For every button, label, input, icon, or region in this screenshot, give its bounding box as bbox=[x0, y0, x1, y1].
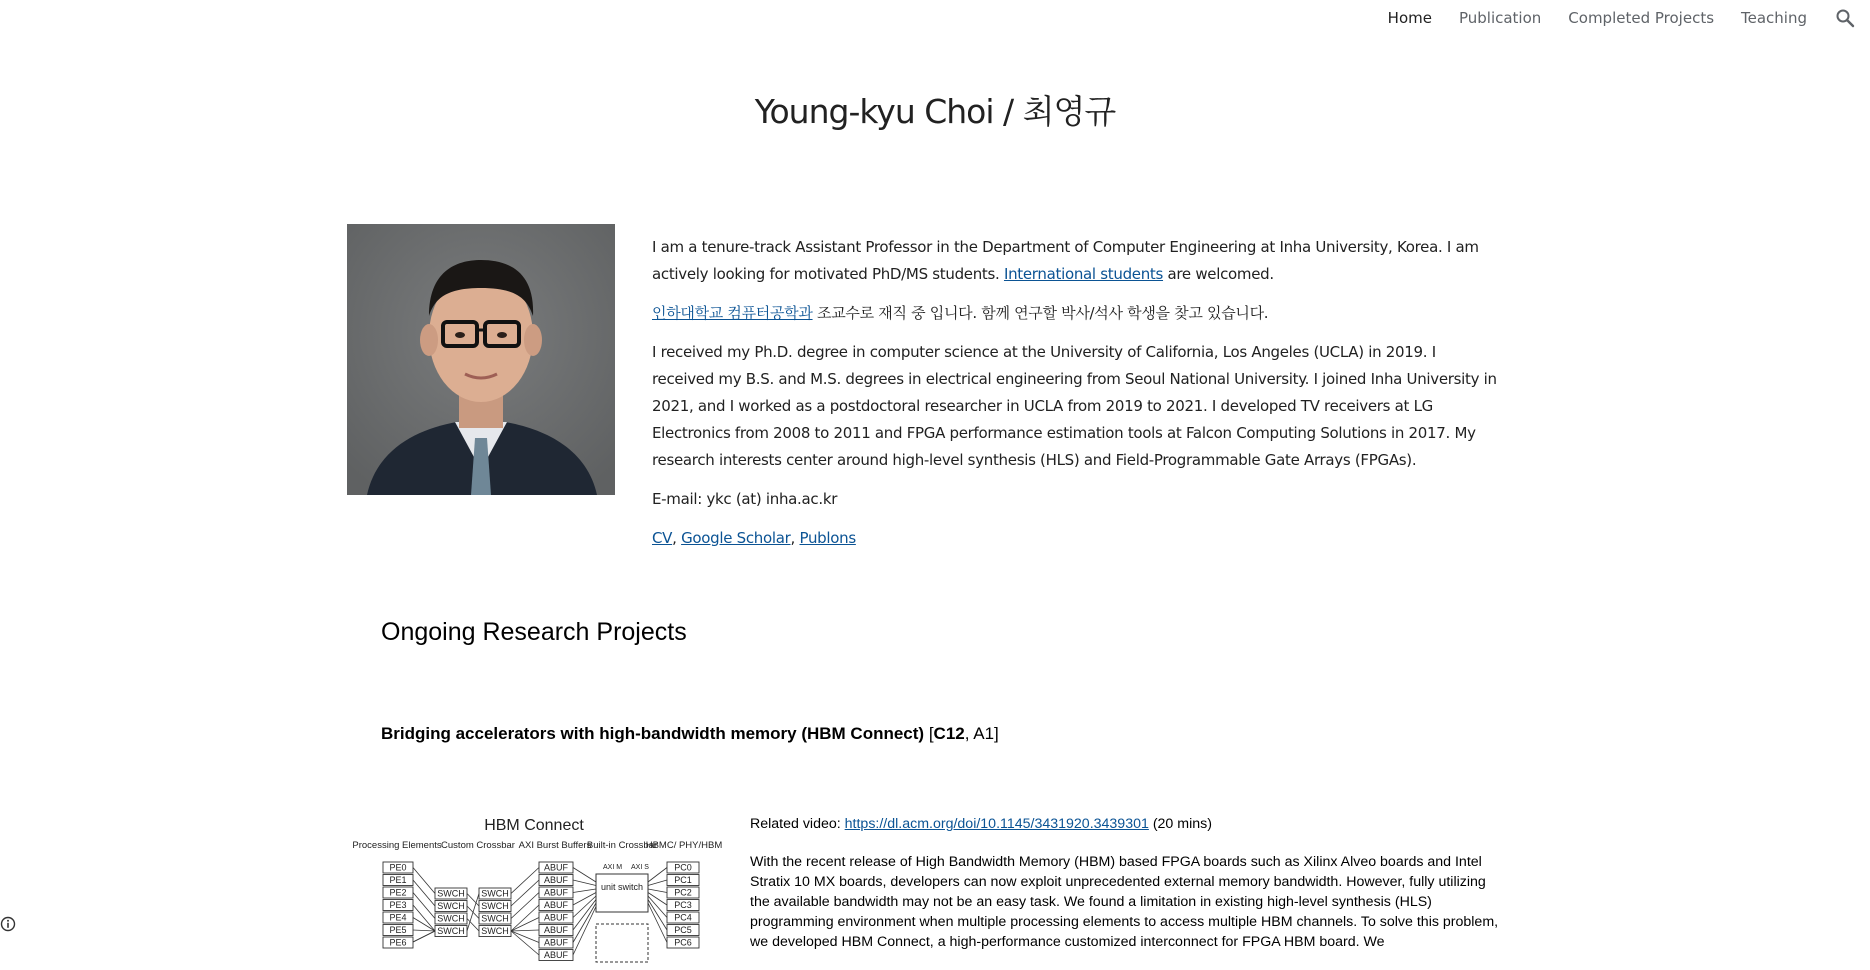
svg-text:SWCH: SWCH bbox=[481, 901, 509, 911]
figure-wire bbox=[413, 931, 435, 942]
swch-box bbox=[479, 888, 511, 899]
pe-box bbox=[383, 875, 413, 886]
figure-wire bbox=[511, 930, 539, 931]
svg-text:PE5: PE5 bbox=[389, 925, 407, 935]
svg-text:PE3: PE3 bbox=[389, 900, 407, 910]
description-paragraph: With the recent release of High Bandwidth Memory (HBM) based FPGA boards such as Xilinx Alveo boards and Intel Stratix 10 MX boards, developers can now exploit unprecedented external memory bandwidth. However, fully utilizing the available bandwidth may not be an easy task. We found a limitation in existing high-level synthesis (HLS) programming environment when multiple processing elements to access multiple HBM channels. To solve this problem, we developed HBM Connect, a high-performance customized interconnect for FPGA HBM board. We bbox=[750, 854, 1499, 950]
email-text: E-mail: ykc (at) inha.ac.kr bbox=[652, 490, 838, 508]
svg-text:SWCH: SWCH bbox=[437, 888, 465, 899]
svg-text:PE0: PE0 bbox=[389, 862, 407, 873]
nav-home[interactable]: Home bbox=[1387, 9, 1432, 27]
abuf-box bbox=[539, 900, 573, 911]
swch-box bbox=[479, 901, 511, 912]
info-icon[interactable] bbox=[0, 916, 16, 932]
cv-link[interactable]: CV bbox=[652, 529, 673, 547]
pe-box bbox=[383, 887, 413, 898]
figure-wire bbox=[511, 918, 539, 932]
figure-wire bbox=[413, 880, 435, 906]
svg-text:ABUF: ABUF bbox=[543, 862, 569, 873]
unit-switch-box bbox=[596, 874, 648, 912]
swch-box bbox=[479, 926, 511, 937]
international-students-link[interactable]: International students bbox=[1003, 265, 1164, 283]
swch-box bbox=[435, 926, 467, 937]
svg-text:PE1: PE1 bbox=[389, 875, 407, 885]
figure-wire bbox=[573, 880, 596, 886]
svg-text:SWCH: SWCH bbox=[437, 926, 465, 936]
figure-wire bbox=[413, 918, 435, 932]
publons-link[interactable]: Publons bbox=[799, 529, 856, 547]
pe-box bbox=[383, 937, 413, 948]
fig-col-label-abuf: AXI Burst Buffers bbox=[518, 840, 592, 851]
svg-text:ABUF: ABUF bbox=[543, 912, 569, 923]
pe-box bbox=[383, 900, 413, 911]
figure-wire bbox=[511, 931, 539, 943]
fig-col-label-pc: HBMC/ PHY/HBM bbox=[645, 840, 723, 851]
abuf-box bbox=[539, 925, 573, 936]
svg-text:PE4: PE4 bbox=[389, 912, 407, 923]
nav-teaching[interactable]: Teaching bbox=[1741, 9, 1807, 27]
figure-wire bbox=[648, 880, 667, 886]
svg-text:PC2: PC2 bbox=[674, 887, 692, 898]
abuf-box bbox=[539, 875, 573, 886]
pc-box bbox=[667, 862, 699, 873]
figure-wire bbox=[648, 903, 667, 943]
intro-paragraph: I am a tenure-track Assistant Professor in the Department of Computer Engineering at Inha University, Korea. I am actively looking for motivated PhD/MS students. International students are welcomed. bbox=[652, 238, 1479, 283]
abuf-box bbox=[539, 950, 573, 961]
unit-switch-box-2 bbox=[596, 924, 648, 962]
figure-wire bbox=[511, 880, 539, 906]
svg-text:PC4: PC4 bbox=[674, 912, 692, 923]
figure-wire bbox=[573, 889, 596, 893]
figure-wire bbox=[413, 893, 435, 919]
nav-publication[interactable]: Publication bbox=[1458, 9, 1542, 27]
figure-wire bbox=[413, 868, 435, 894]
unit-switch-label: unit switch bbox=[600, 882, 644, 892]
svg-text:PC6: PC6 bbox=[674, 937, 692, 948]
swch-box bbox=[435, 901, 467, 912]
figure-wire bbox=[573, 868, 596, 883]
figure-wire bbox=[573, 903, 596, 943]
google-scholar-link[interactable]: Google Scholar bbox=[681, 529, 791, 547]
inha-cse-link[interactable]: 인하대학교 컴퓨터공학과 bbox=[652, 304, 813, 322]
project-description bbox=[750, 814, 1500, 970]
svg-text:SWCH: SWCH bbox=[481, 913, 509, 924]
pe-box bbox=[383, 925, 413, 936]
svg-text:PC1: PC1 bbox=[674, 875, 692, 885]
pc-box bbox=[667, 875, 699, 886]
nav-completed-projects[interactable]: Completed Projects bbox=[1568, 9, 1715, 27]
abuf-box bbox=[539, 887, 573, 898]
figure-title: HBM Connect bbox=[484, 817, 584, 834]
figure-wire bbox=[413, 905, 435, 931]
related-video: Related video: https://dl.acm.org/doi/10.1145/3431920.3439301 (20 mins) bbox=[750, 816, 1212, 832]
project-title: Bridging accelerators with high-bandwidth memory (HBM Connect) [C12, A1] bbox=[381, 724, 999, 743]
svg-text:ABUF: ABUF bbox=[543, 900, 569, 910]
pc-box bbox=[667, 900, 699, 911]
svg-text:ABUF: ABUF bbox=[543, 937, 569, 948]
figure-wire bbox=[511, 931, 539, 955]
axi-m-label: AXI M bbox=[603, 864, 623, 871]
figure-wire bbox=[511, 905, 539, 931]
pc-box bbox=[667, 925, 699, 936]
pc-box bbox=[667, 887, 699, 898]
figure-wire bbox=[511, 868, 539, 894]
fig-col-label-crossbar: Custom Crossbar bbox=[441, 840, 515, 851]
swch-box bbox=[435, 888, 467, 899]
svg-text:SWCH: SWCH bbox=[481, 926, 509, 936]
page-title: Young-kyu Choi / 최영규 bbox=[754, 92, 1116, 131]
search-icon[interactable] bbox=[1834, 7, 1856, 29]
profile-links: CV, Google Scholar, Publons bbox=[652, 529, 856, 547]
fig-col-label-pe: Processing Elements bbox=[352, 840, 442, 851]
top-navigation bbox=[1388, 0, 1870, 36]
svg-text:ABUF: ABUF bbox=[543, 925, 569, 935]
about-section bbox=[652, 234, 1502, 564]
section-heading-research: Ongoing Research Projects bbox=[381, 618, 687, 646]
figure-wire bbox=[648, 868, 667, 883]
figure-wire bbox=[467, 894, 479, 932]
profile-photo bbox=[347, 224, 615, 495]
fig-col-label-builtin: Built-in Crossbar bbox=[586, 840, 658, 851]
pc-box bbox=[667, 912, 699, 923]
svg-text:ABUF: ABUF bbox=[543, 950, 569, 960]
svg-text:SWCH: SWCH bbox=[437, 913, 465, 924]
svg-text:PE6: PE6 bbox=[389, 937, 407, 948]
figure-wire bbox=[413, 930, 435, 931]
svg-text:SWCH: SWCH bbox=[481, 888, 509, 899]
pe-box bbox=[383, 912, 413, 923]
figure-wire bbox=[648, 889, 667, 893]
hbm-connect-figure bbox=[352, 812, 723, 962]
related-video-link[interactable]: https://dl.acm.org/doi/10.1145/3431920.3439301 bbox=[844, 816, 1149, 832]
korean-intro-paragraph: 인하대학교 컴퓨터공학과 조교수로 재직 중 입니다. 함께 연구할 박사/석사 학생을 찾고 있습니다. bbox=[652, 304, 1269, 322]
svg-text:PC0: PC0 bbox=[674, 862, 692, 873]
svg-text:ABUF: ABUF bbox=[543, 887, 569, 898]
svg-text:PE2: PE2 bbox=[389, 887, 407, 898]
svg-text:PC5: PC5 bbox=[674, 925, 692, 935]
svg-text:PC3: PC3 bbox=[674, 900, 692, 910]
swch-box bbox=[479, 913, 511, 924]
bio-paragraph: I received my Ph.D. degree in computer science at the University of California, Los Angeles (UCLA) in 2019. I received my B.S. and M.S. degrees in electrical engineering from Seoul National University. I joined Inha University in 2021, and I worked as a postdoctoral researcher in UCLA from 2019 to 2021. I developed TV receivers at LG Electronics from 2008 to 2011 and FPGA performance estimation tools at Falcon Computing Solutions in 2017. My research interests center around high-level synthesis (HLS) and Field-Programmable Gate Arrays (FPGAs). bbox=[652, 343, 1497, 469]
svg-text:SWCH: SWCH bbox=[437, 901, 465, 911]
axi-s-label: AXI S bbox=[631, 864, 649, 871]
abuf-box bbox=[539, 862, 573, 873]
swch-box bbox=[435, 913, 467, 924]
abuf-box bbox=[539, 912, 573, 923]
svg-text:ABUF: ABUF bbox=[543, 875, 569, 885]
figure-wire bbox=[511, 893, 539, 919]
abuf-box bbox=[539, 937, 573, 948]
pc-box bbox=[667, 937, 699, 948]
pe-box bbox=[383, 862, 413, 873]
